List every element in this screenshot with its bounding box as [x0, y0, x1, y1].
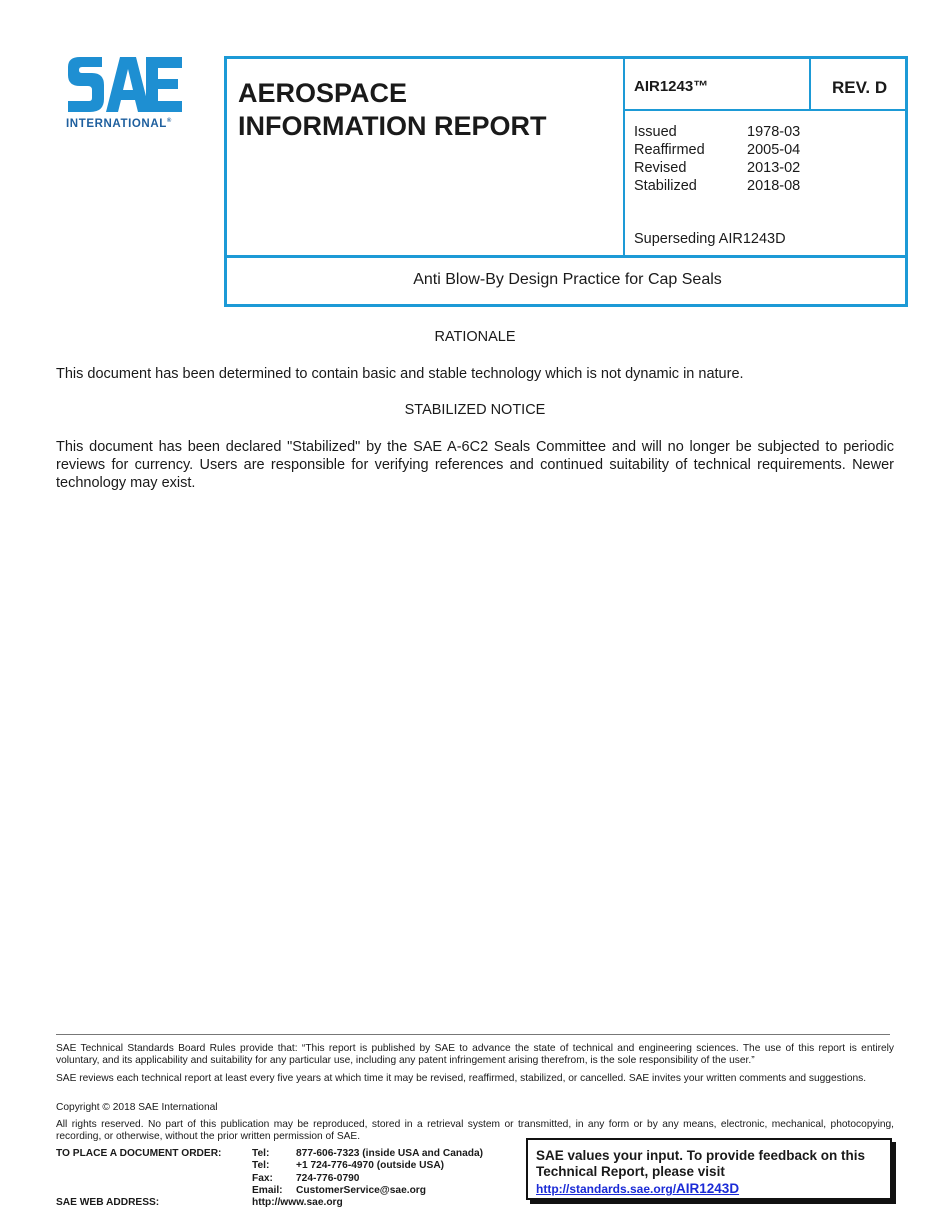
logo-subtitle: INTERNATIONAL®	[66, 118, 172, 130]
divider	[623, 109, 908, 111]
stabilized-notice-text: This document has been declared "Stabilized" by the SAE A-6C2 Seals Committee and will no longer be subjected to periodic reviews for currency. Users are responsible for verifying references and continued suitability of technical requirements. Newer technology may exist.	[56, 439, 894, 491]
date-row: Stabilized 2018-08	[634, 178, 801, 194]
copyright: Copyright © 2018 SAE International	[56, 1102, 218, 1113]
document-title: Anti Blow-By Design Practice for Cap Seals	[413, 271, 722, 288]
stabilized-notice-heading: STABILIZED NOTICE	[404, 402, 546, 418]
rationale-heading: RATIONALE	[434, 329, 516, 345]
feedback-box	[526, 1138, 892, 1200]
superseding-note: Superseding AIR1243D	[634, 231, 786, 247]
web-address-label: SAE WEB ADDRESS:	[56, 1197, 160, 1208]
order-label: TO PLACE A DOCUMENT ORDER:	[56, 1148, 222, 1159]
feedback-text: SAE values your input. To provide feedback on this Technical Report, please visit	[536, 1148, 866, 1179]
date-row: Reaffirmed 2005-04	[634, 142, 801, 158]
rationale-text: This document has been determined to contain basic and stable technology which is not dynamic in nature.	[56, 366, 744, 382]
date-row: Revised 2013-02	[634, 160, 801, 176]
divider	[227, 255, 908, 258]
review-statement: SAE reviews each technical report at least every five years at which time it may be revised, reaffirmed, stabilized, or cancelled. SAE invites your written comments and suggestions.	[56, 1073, 867, 1084]
date-history	[634, 123, 800, 195]
date-row: Issued 1978-03	[634, 124, 801, 140]
standards-board-rules: SAE Technical Standards Board Rules provide that: “This report is published by SAE to advance the state of technical and engineering sciences. The use of this report is entirely voluntary, and its applicability and suitability for any particular use, including any patent infringement arising therefrom, is the sole responsibility of the user.”	[56, 1043, 894, 1067]
sae-logo	[66, 55, 186, 135]
contact-values: 877-606-7323 (inside USA and Canada) +1 724-776-4970 (outside USA) 724-776-0790 CustomerService@sae.org	[296, 1148, 484, 1197]
feedback-link[interactable]: http://standards.sae.org/AIR1243D	[536, 1181, 740, 1196]
divider	[809, 59, 811, 109]
document-type-line: INFORMATION REPORT	[238, 111, 547, 141]
header-box	[224, 56, 908, 307]
rights-statement: All rights reserved. No part of this publication may be reproduced, stored in a retrieval system or transmitted, in any form or by any means, electronic, mechanical, photocopying, recording, or otherwise, without the prior written permission of SAE.	[56, 1119, 894, 1143]
sae-letters-icon	[66, 55, 184, 115]
document-number: AIR1243™	[634, 78, 709, 95]
web-address-link[interactable]: http://www.sae.org	[252, 1197, 343, 1208]
contact-labels: Tel: Tel: Fax: Email:	[252, 1148, 283, 1197]
document-type-line: AEROSPACE	[238, 78, 408, 108]
footer-rule	[56, 1034, 890, 1035]
divider	[623, 59, 625, 255]
revision-label: REV. D	[832, 78, 888, 97]
document-type	[238, 77, 546, 143]
